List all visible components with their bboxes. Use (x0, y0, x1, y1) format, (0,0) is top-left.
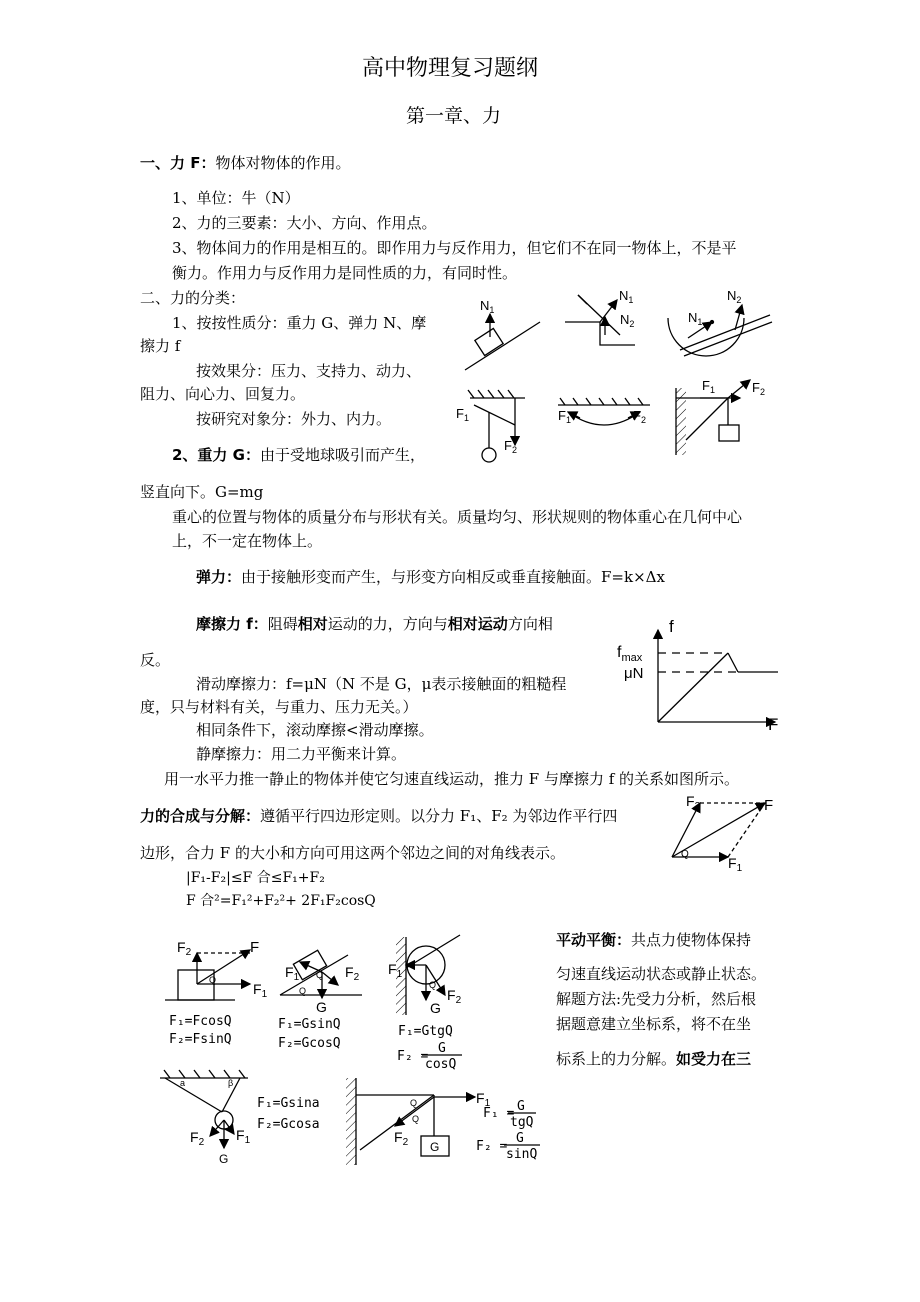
d2-eq-gsin: F₁=GsinQ (278, 1017, 341, 1032)
fig-e-label-f2: $F_2$ (633, 408, 646, 425)
friction-graph (658, 630, 778, 722)
gravity-line-2: 竖直向下。G=mg (140, 483, 264, 501)
fig-e-label-f1: $F_1$ (558, 408, 571, 425)
fig-a-label-n1: $N_1$ (480, 298, 495, 315)
decomposition-block (165, 950, 250, 1000)
graph-axis-F-label: F (768, 715, 779, 734)
section-force-definition: 物体对物体的作用。 (215, 154, 351, 172)
d1-eq-fsin: F₂=FsinQ (169, 1032, 232, 1047)
page-title: 高中物理复习题纲 (362, 56, 539, 81)
fig-f-label-f2: $F_2$ (752, 380, 765, 397)
friction-bold-2: 相对运动 (447, 615, 508, 633)
sliding-friction-line-1: 滑动摩擦力：f=μN（N 不是 G，μ表示接触面的粗糙程 (196, 675, 567, 693)
equilibrium-text-5: 标系上的力分解。 (556, 1050, 677, 1068)
d5-eq-f1-lhs: F₁ = (483, 1106, 515, 1121)
three-elements-item: 2、力的三要素：大小、方向、作用点。 (172, 214, 437, 232)
d5-eq-f2-lhs: F₂ = (476, 1139, 508, 1154)
class-by-object: 按研究对象分：外力、内力。 (196, 410, 392, 428)
d5-label-g: G (430, 1140, 440, 1154)
d5-angle-q-1: Q (410, 1098, 418, 1108)
section-force-heading: 一、力 F： (140, 154, 216, 172)
para-label-f1: $F_1$ (728, 855, 743, 874)
d5-eq-f1-numerator: G (517, 1099, 525, 1114)
unit-item: 1、单位：牛（N） (172, 189, 300, 207)
class-by-effect-line-2: 阻力、向心力、回复力。 (140, 385, 306, 403)
decomposition-ball-wall (396, 935, 460, 1015)
fig-b-label-n1: $N_1$ (619, 288, 634, 305)
elastic-heading: 弹力： (196, 568, 242, 586)
d4-label-f2: $F_2$ (190, 1129, 205, 1148)
composition-heading: 力的合成与分解： (140, 807, 261, 825)
equilibrium-text-1: 共点力使物体保持 (631, 931, 752, 949)
resultant-inequality: |F₁-F₂|≤F 合≤F₁+F₂ (186, 870, 325, 886)
d3-label-f2: $F_2$ (447, 987, 462, 1006)
static-friction: 静摩擦力：用二力平衡来计算。 (196, 745, 407, 763)
friction-text-1: 阻碍 (267, 615, 298, 633)
para-label-f2: $F_2$ (686, 793, 701, 812)
para-label-f: F (764, 797, 774, 814)
d3-eq-f2-lhs: F₂ = (397, 1049, 429, 1064)
resultant-equation: F 合²=F₁²+F₂²+ 2F₁F₂cosQ (186, 893, 376, 909)
gravity-text: 由于受地球吸引而产生， (259, 446, 425, 464)
d5-label-f2: $F_2$ (394, 1129, 409, 1148)
d3-label-f1: $F_1$ (388, 961, 403, 980)
center-gravity-line-1: 重心的位置与物体的质量分布与形状有关。质量均匀、形状规则的物体重心在几何中心 (172, 508, 743, 526)
equilibrium-bold-text: 如受力在三 (676, 1050, 752, 1068)
equilibrium-line-2: 匀速直线运动状态或静止状态。 (556, 965, 767, 983)
d4-label-f1: $F_1$ (236, 1127, 251, 1146)
d5-angle-q-2: Q (412, 1114, 420, 1124)
class-by-effect-line-1: 按效果分：压力、支持力、动力、 (196, 362, 422, 380)
equilibrium-line-4: 据题意建立坐标系，将不在坐 (556, 1015, 752, 1033)
mutual-force-line-1: 3、物体间力的作用是相互的。即作用力与反作用力，但它们不在同一物体上，不是平 (172, 239, 737, 257)
fig-c-label-n2: $N_2$ (727, 288, 742, 305)
d1-label-f1: $F_1$ (253, 981, 268, 1000)
friction-text-3: 方向相 (507, 615, 553, 633)
bowl-center-dot (711, 321, 714, 324)
figure-rod-in-bowl (668, 305, 772, 356)
class-by-nature-line-1: 1、按按性质分：重力 G、弹力 N、摩 (172, 314, 427, 332)
equilibrium-line-3: 解题方法:先受力分析，然后根 (556, 990, 757, 1008)
decomposition-strut-rope (346, 1078, 475, 1165)
graph-axis-f-label: f (669, 617, 674, 636)
d4-label-g: G (219, 1152, 229, 1166)
d4-angle-a: a (180, 1078, 186, 1088)
para-angle-q: Q (681, 849, 689, 860)
d3-label-g: G (430, 1000, 441, 1016)
rolling-friction: 相同条件下，滚动摩擦<滑动摩擦。 (196, 721, 434, 739)
friction-line-2: 反。 (140, 651, 171, 669)
d5-eq-f2-denominator: sinQ (506, 1147, 538, 1162)
composition-text-1: 遵循平行四边形定则。以分力 F₁、F₂ 为邻边作平行四 (260, 807, 618, 825)
d4-eq-gcosa: F₂=Gcosa (257, 1117, 320, 1132)
fig-f-label-f1: $F_1$ (702, 378, 715, 395)
d3-eq-denominator: cosQ (425, 1057, 457, 1072)
d5-eq-f1-denominator: tgQ (510, 1115, 534, 1130)
gravity-heading: 2、重力 G： (172, 446, 260, 464)
push-force-note: 用一水平力推一静止的物体并使它匀速直线运动，推力 F 与摩擦力 f 的关系如图所示。 (164, 770, 740, 788)
class-by-nature-line-2: 擦力 f (140, 337, 181, 355)
d3-angle-q: Q (429, 980, 437, 990)
d4-angle-beta: β (228, 1078, 234, 1088)
figure-block-on-incline (465, 314, 540, 370)
graph-fmax-label: $f_{max}$ (617, 644, 643, 664)
friction-text-2: 运动的力，方向与 (327, 615, 448, 633)
composition-line-2: 边形，合力 F 的大小和方向可用这两个邻边之间的对角线表示。 (140, 844, 565, 862)
fig-c-label-n1: $N_1$ (688, 310, 703, 327)
fig-b-label-n2: $N_2$ (620, 312, 635, 329)
d2-label-f2: $F_2$ (345, 964, 360, 983)
classification-heading: 二、力的分类： (140, 289, 246, 307)
d1-angle-q: Q (209, 975, 217, 985)
d2-label-g: G (316, 999, 327, 1015)
d1-eq-fcos: F₁=FcosQ (169, 1014, 232, 1029)
d1-label-f: F (250, 939, 260, 956)
d2-label-f1: $F_1$ (285, 964, 300, 983)
d5-eq-f2-numerator: G (516, 1131, 524, 1146)
d2-angle-q-1: Q (316, 970, 324, 980)
mutual-force-line-2: 衡力。作用力与反作用力是同性质的力，有同时性。 (172, 264, 518, 282)
d2-angle-q-2: Q (299, 986, 307, 996)
chapter-title: 第一章、力 (406, 105, 502, 127)
graph-mu-n-label: μN (624, 665, 644, 682)
center-gravity-line-2: 上，不一定在物体上。 (172, 532, 323, 550)
sliding-friction-line-2: 度，只与材料有关，与重力、压力无关。） (140, 698, 418, 716)
fig-d-label-f1: $F_1$ (456, 406, 469, 423)
d1-label-f2: $F_2$ (177, 939, 192, 958)
d2-eq-gcos: F₂=GcosQ (278, 1036, 341, 1051)
d3-eq-gtg: F₁=GtgQ (398, 1024, 453, 1039)
friction-heading: 摩擦力 f： (196, 615, 268, 633)
equilibrium-heading: 平动平衡： (556, 931, 632, 949)
d5-label-f1: $F_1$ (476, 1090, 491, 1109)
elastic-text: 由于接触形变而产生，与形变方向相反或垂直接触面。F=k×Δx (241, 568, 665, 586)
d4-eq-gsina: F₁=Gsina (257, 1096, 320, 1111)
fig-d-label-f2: $F_2$ (504, 438, 517, 455)
friction-bold-1: 相对 (297, 615, 328, 633)
d3-eq-numerator: G (438, 1041, 446, 1056)
